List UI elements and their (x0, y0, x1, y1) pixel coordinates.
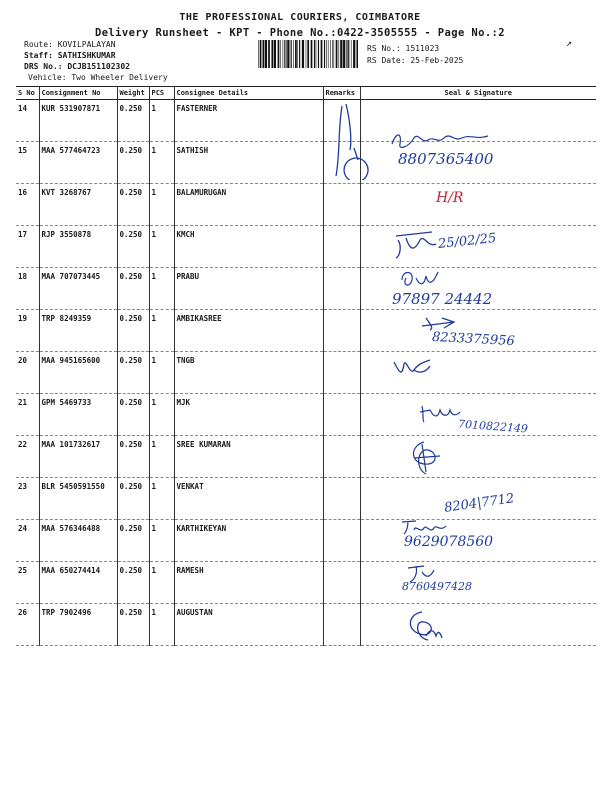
handwritten-phone-24: 9629078560 (404, 534, 494, 550)
row-consignee: MJK (174, 394, 323, 436)
row-remarks (323, 226, 360, 268)
row-consignment-no: MAA 650274414 (39, 562, 117, 604)
row-weight: 0.250 (117, 394, 149, 436)
row-weight: 0.250 (117, 184, 149, 226)
staff-label: Staff: SATHISHKUMAR (24, 51, 116, 60)
row-weight: 0.250 (117, 268, 149, 310)
table-row (16, 226, 596, 268)
row-remarks (323, 394, 360, 436)
row-sno: 15 (16, 142, 39, 184)
row-remarks (323, 352, 360, 394)
col-consignee: Consignee Details (174, 87, 323, 100)
row-sno: 14 (16, 100, 39, 142)
row-consignee: AMBIKASREE (174, 310, 323, 352)
row-pcs: 1 (149, 436, 174, 478)
row-weight: 0.250 (117, 226, 149, 268)
table-row (16, 436, 596, 478)
row-seal (360, 562, 596, 604)
row-seal (360, 436, 596, 478)
row-consignee: FASTERNER (174, 100, 323, 142)
rs-number: RS No.: 1511023 (367, 44, 440, 53)
row-remarks (323, 604, 360, 646)
row-sno: 16 (16, 184, 39, 226)
row-sno: 25 (16, 562, 39, 604)
row-sno: 24 (16, 520, 39, 562)
row-sno: 26 (16, 604, 39, 646)
handwritten-note-16: H/R (436, 190, 464, 206)
row-pcs: 1 (149, 268, 174, 310)
row-pcs: 1 (149, 562, 174, 604)
row-sno: 21 (16, 394, 39, 436)
row-pcs: 1 (149, 352, 174, 394)
row-consignment-no: MAA 576346488 (39, 520, 117, 562)
row-pcs: 1 (149, 184, 174, 226)
col-consignment: Consignment No (39, 87, 117, 100)
document-title: THE PROFESSIONAL COURIERS, COIMBATORE (179, 12, 421, 23)
handwritten-phone-25: 8760497428 (402, 580, 472, 593)
row-consignment-no: KUR 531907871 (39, 100, 117, 142)
row-pcs: 1 (149, 520, 174, 562)
row-weight: 0.250 (117, 604, 149, 646)
arrow-icon: ↗ (566, 38, 573, 49)
row-remarks (323, 184, 360, 226)
runsheet-table (16, 86, 596, 646)
table-row (16, 142, 596, 184)
row-seal (360, 604, 596, 646)
row-weight: 0.250 (117, 142, 149, 184)
row-consignee: VENKAT (174, 478, 323, 520)
row-sno: 22 (16, 436, 39, 478)
row-weight: 0.250 (117, 562, 149, 604)
row-sno: 20 (16, 352, 39, 394)
row-consignee: SREE KUMARAN (174, 436, 323, 478)
col-pcs: PCS (149, 87, 174, 100)
row-sno: 23 (16, 478, 39, 520)
row-consignee: KMCH (174, 226, 323, 268)
row-pcs: 1 (149, 142, 174, 184)
col-sno: S No (16, 87, 39, 100)
row-consignment-no: KVT 3268767 (39, 184, 117, 226)
route-label: Route: KOVILPALAYAN (24, 40, 116, 49)
row-consignment-no: TRP 8249359 (39, 310, 117, 352)
row-consignment-no: BLR 5450591550 (39, 478, 117, 520)
row-consignee: TNGB (174, 352, 323, 394)
row-consignee: KARTHIKEYAN (174, 520, 323, 562)
barcode (258, 40, 358, 68)
row-remarks (323, 436, 360, 478)
remarks-mark (328, 100, 388, 180)
table-row (16, 562, 596, 604)
drs-number: DRS No.: DCJB151102302 (24, 62, 130, 71)
vehicle-label: Vehicle: Two Wheeler Delivery (28, 73, 168, 82)
row-remarks (323, 478, 360, 520)
row-consignee: PRABU (174, 268, 323, 310)
row-weight: 0.250 (117, 520, 149, 562)
row-remarks (323, 268, 360, 310)
row-consignment-no: RJP 3550878 (39, 226, 117, 268)
row-sno: 18 (16, 268, 39, 310)
row-weight: 0.250 (117, 100, 149, 142)
row-pcs: 1 (149, 100, 174, 142)
row-consignment-no: MAA 101732617 (39, 436, 117, 478)
handwritten-phone-23: 8204|7712 (443, 491, 516, 516)
row-pcs: 1 (149, 394, 174, 436)
row-consignee: AUGUSTAN (174, 604, 323, 646)
row-consignee: RAMESH (174, 562, 323, 604)
row-consignment-no: TRP 7902496 (39, 604, 117, 646)
row-weight: 0.250 (117, 352, 149, 394)
row-consignment-no: MAA 577464723 (39, 142, 117, 184)
signature-17 (392, 226, 442, 260)
signature-18 (398, 266, 444, 290)
row-consignment-no: MAA 945165600 (39, 352, 117, 394)
signature-20 (390, 354, 436, 380)
table-row (16, 352, 596, 394)
row-pcs: 1 (149, 478, 174, 520)
table-row (16, 268, 596, 310)
handwritten-phone-18: 97897 24442 (392, 290, 493, 308)
row-remarks (323, 310, 360, 352)
row-consignment-no: GPM 5469733 (39, 394, 117, 436)
handwritten-phone-15: 8807365400 (398, 150, 494, 168)
row-pcs: 1 (149, 226, 174, 268)
table-row (16, 520, 596, 562)
table-header-row (16, 87, 596, 100)
row-weight: 0.250 (117, 436, 149, 478)
row-pcs: 1 (149, 310, 174, 352)
row-seal (360, 184, 596, 226)
col-weight: Weight (117, 87, 149, 100)
col-remarks: Remarks (323, 87, 360, 100)
row-pcs: 1 (149, 604, 174, 646)
handwritten-phone-19: 8233375956 (431, 329, 516, 350)
row-consignee: BALAMURUGAN (174, 184, 323, 226)
row-sno: 19 (16, 310, 39, 352)
table-row (16, 100, 596, 142)
table-row (16, 184, 596, 226)
row-remarks (323, 562, 360, 604)
row-remarks (323, 520, 360, 562)
table-row (16, 604, 596, 646)
row-consignment-no: MAA 707073445 (39, 268, 117, 310)
document-subtitle: Delivery Runsheet - KPT - Phone No.:0422-3505555 - Page No.:2 (94, 27, 505, 39)
rs-date: RS Date: 25-Feb-2025 (367, 56, 464, 65)
signature-26 (402, 608, 444, 644)
signature-22 (404, 438, 446, 478)
col-seal: Seal & Signature (360, 87, 596, 100)
handwritten-phone-21: 7010822149 (457, 417, 529, 436)
row-weight: 0.250 (117, 310, 149, 352)
handwritten-date-17: 25/02/25 (437, 230, 498, 253)
row-sno: 17 (16, 226, 39, 268)
row-weight: 0.250 (117, 478, 149, 520)
signature-21 (418, 402, 462, 424)
row-consignee: SATHISH (174, 142, 323, 184)
